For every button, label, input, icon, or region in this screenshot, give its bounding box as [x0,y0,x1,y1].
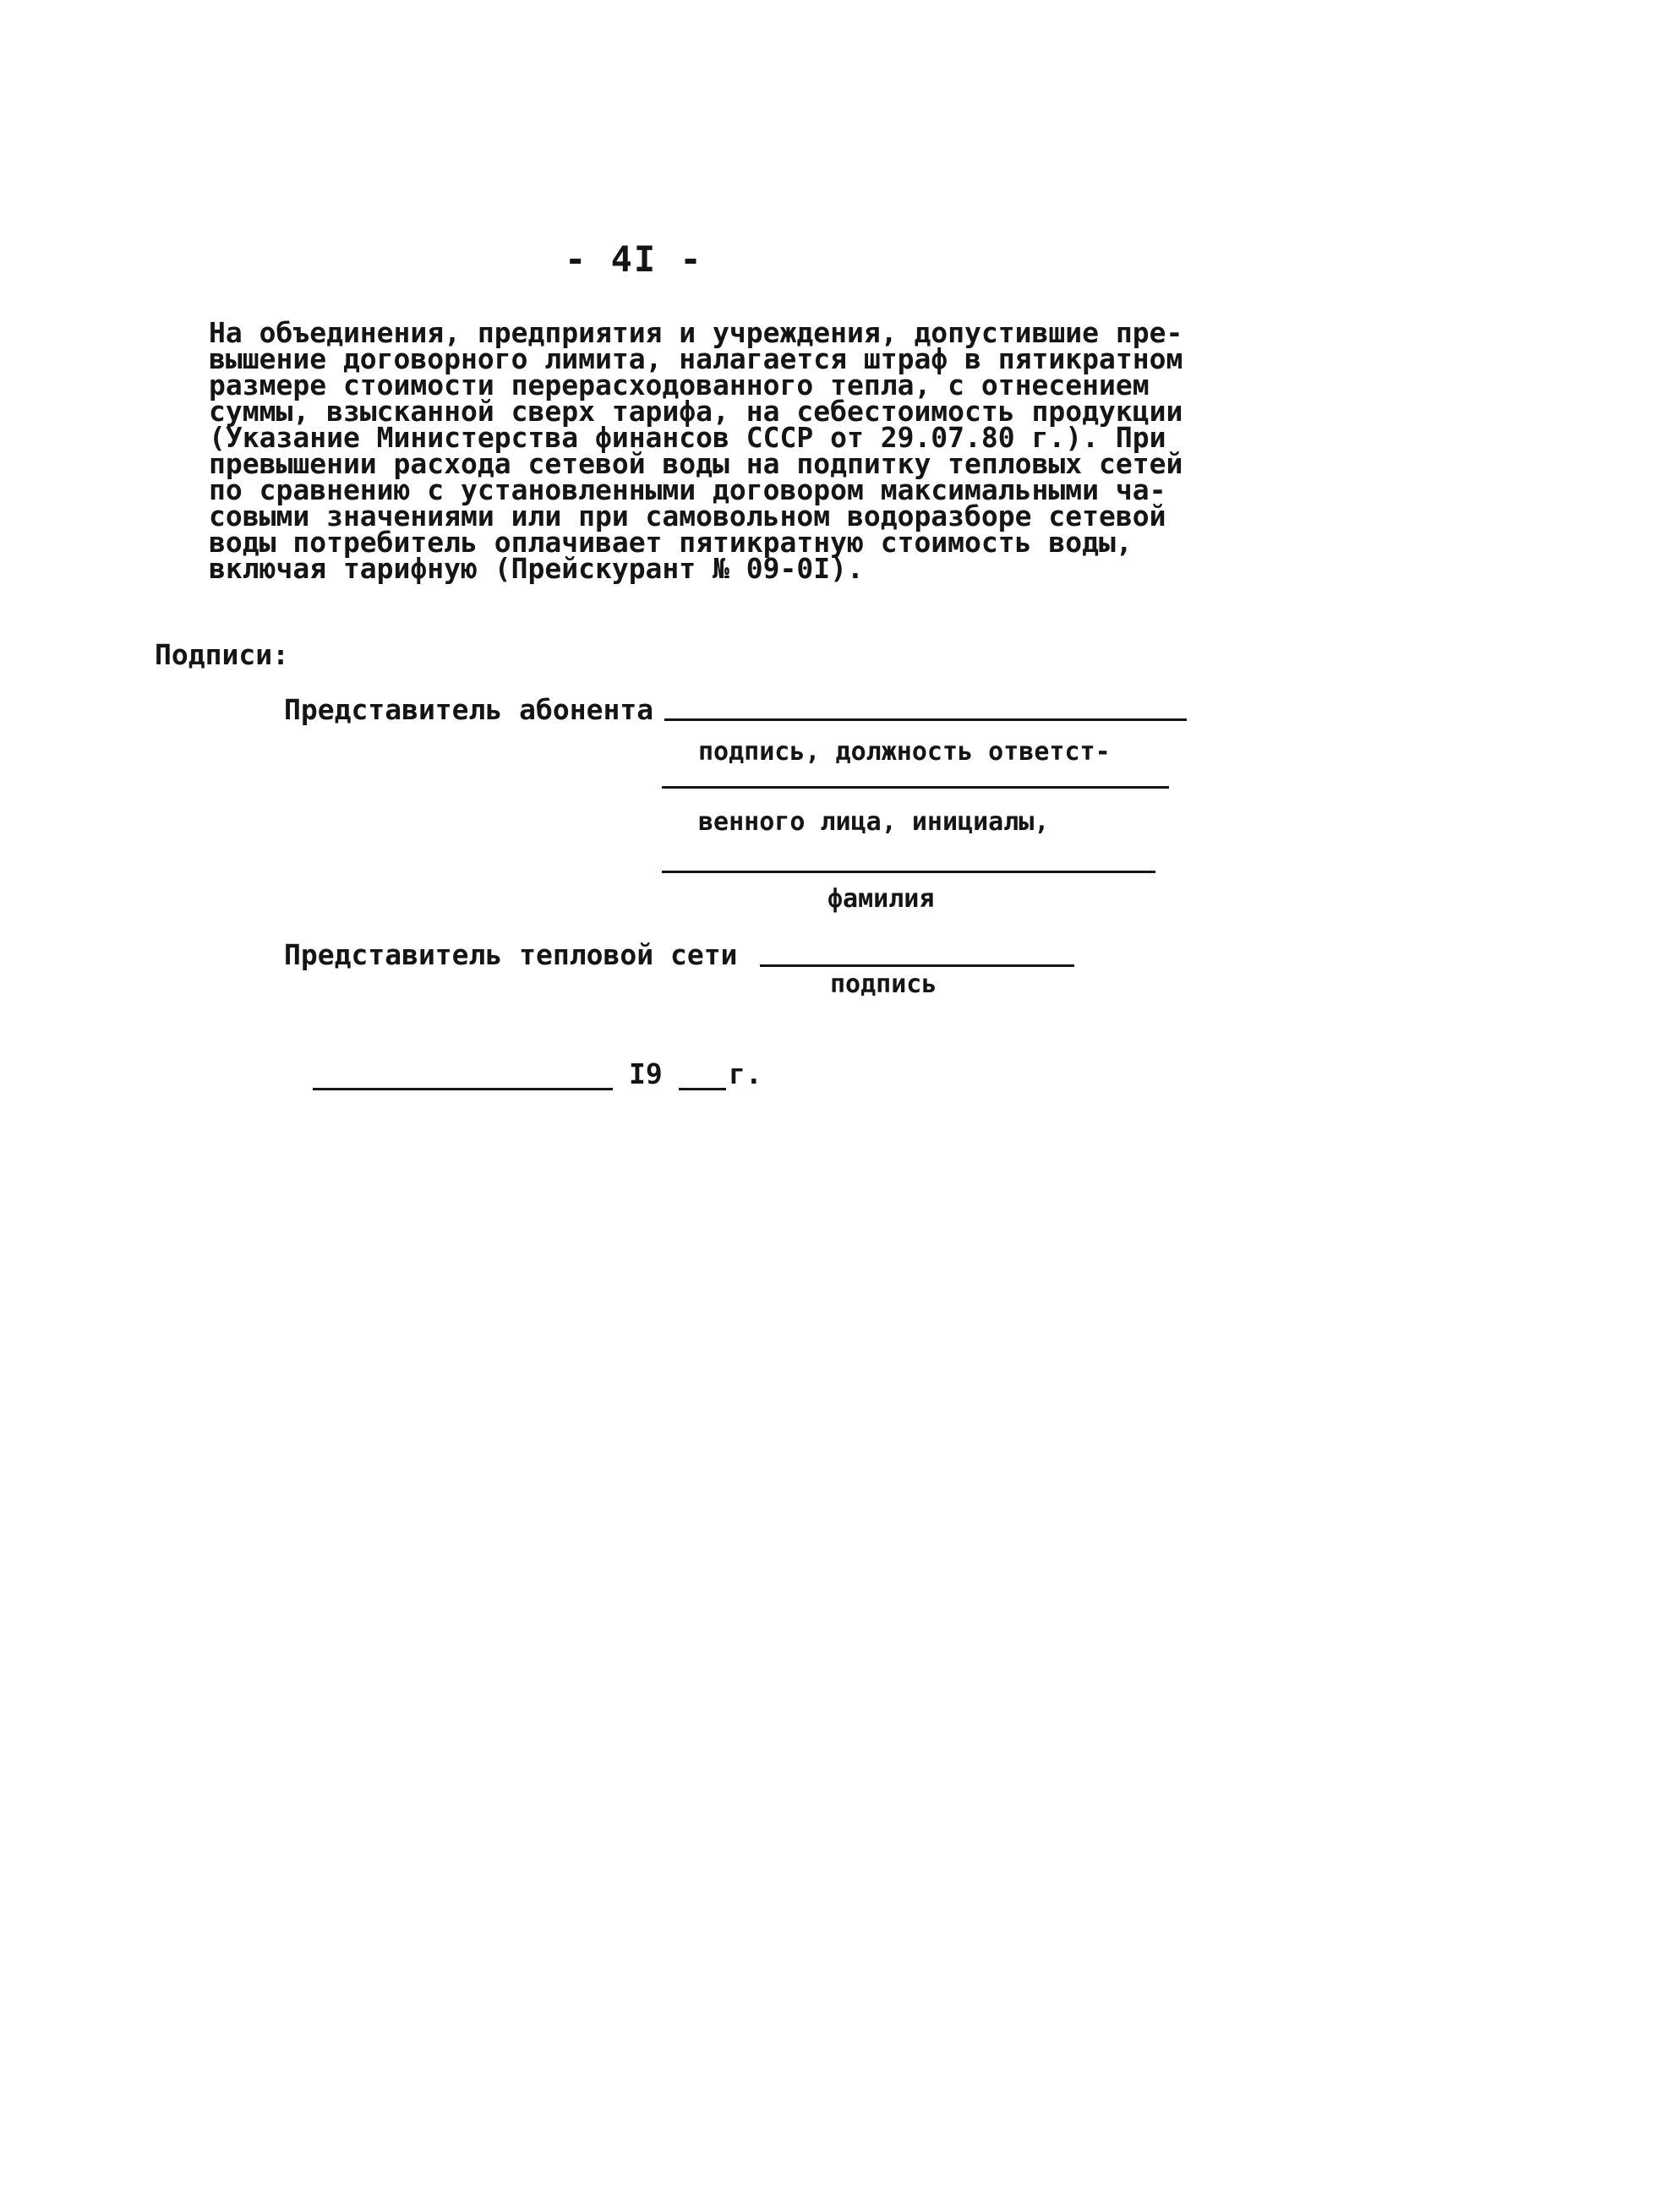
date-year-suffix: г. [729,1057,762,1090]
subscriber-caption-signature-position: подпись, должность ответст- [698,737,1111,767]
paragraph-line: суммы, взысканной сверх тарифа, на себестоимость продукции [209,395,1183,428]
subscriber-representative-label: Представитель абонента [284,693,654,726]
subscriber-signature-line [664,718,1187,721]
paragraph-line: превышении расхода сетевой воды на подпитку тепловых сетей [209,447,1183,480]
paragraph-line: вышение договорного лимита, налагается штраф в пятикратном [209,342,1183,375]
body-paragraph [209,316,1183,585]
page-number: - 4I - [565,238,703,280]
date-year-prefix: I9 [629,1057,663,1090]
date-day-month-line [313,1088,613,1090]
signatures-heading: Подписи: [155,638,289,671]
paragraph-line: воды потребитель оплачивает пятикратную стоимость воды, [209,526,1133,559]
paragraph-line: совыми значениями или при самовольном водоразборе сетевой [209,500,1166,533]
paragraph-line: по сравнению с установленными договором максимальными ча- [209,473,1166,506]
subscriber-caption-person-initials: венного лица, инициалы, [698,807,1050,837]
heat-network-signature-line [760,964,1074,967]
subscriber-name-line [662,871,1155,873]
heat-network-caption-signature: подпись [830,969,937,999]
subscriber-caption-surname: фамилия [828,884,935,914]
paragraph-line: размере стоимости перерасходованного тепла, с отнесением [209,369,1150,401]
heat-network-representative-label: Представитель тепловой сети [284,938,738,971]
paragraph-line: (Указание Министерства финансов СССР от 29.07.80 г.). При [209,421,1166,454]
paragraph-line: На объединения, предприятия и учреждения, допустившие пре- [209,316,1183,349]
paragraph-line: включая тарифную (Прейскурант № 09-0I). [209,552,864,585]
date-year-line [679,1088,726,1090]
subscriber-position-line [662,786,1169,789]
